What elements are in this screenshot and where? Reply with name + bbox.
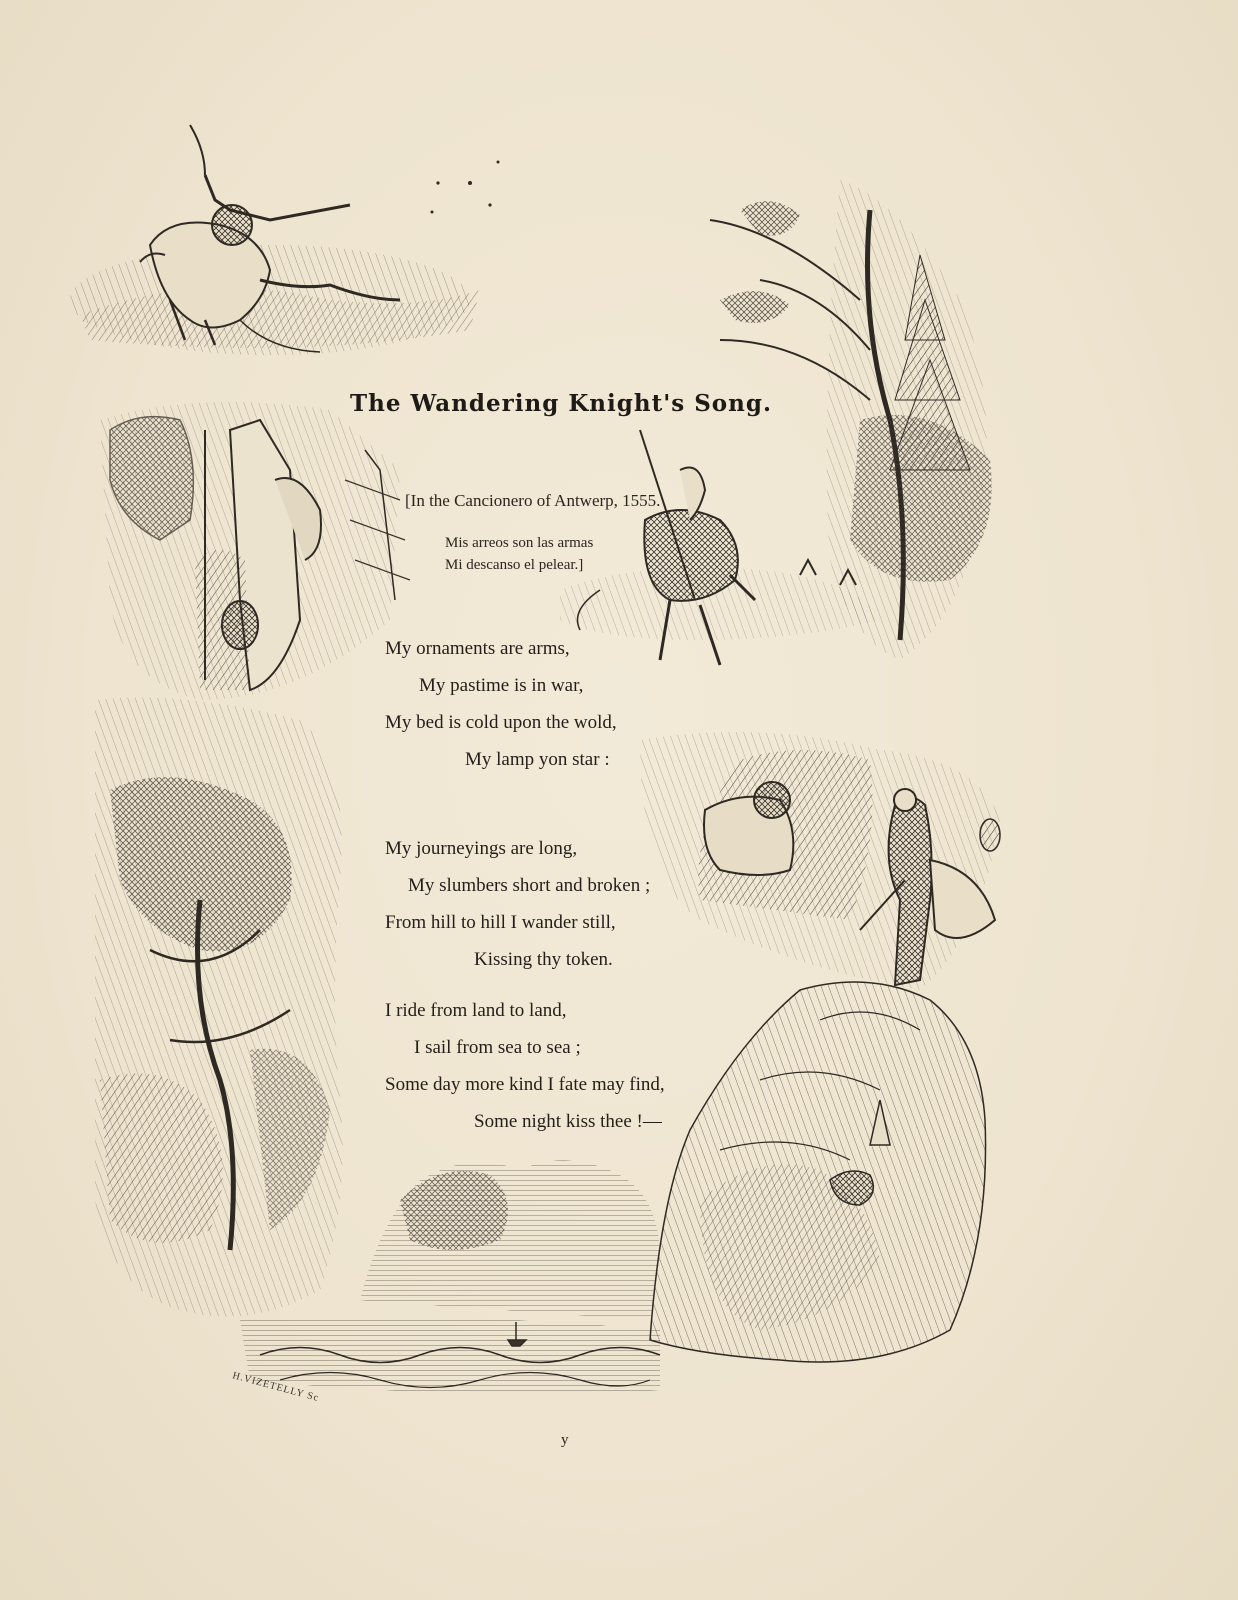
source-note: [In the Cancionero of Antwerp, 1555.	[405, 491, 661, 510]
verse-line: My pastime is in war,	[419, 675, 584, 696]
verse-line: Some night kiss thee !—	[474, 1111, 662, 1132]
forest-left-vignette	[95, 698, 343, 1317]
verse-line: Some day more kind I fate may find,	[385, 1074, 665, 1095]
verse-line: My bed is cold upon the wold,	[385, 712, 617, 733]
verse-line: My slumbers short and broken ;	[408, 875, 651, 896]
fallen-knight-vignette	[70, 125, 500, 355]
verse-line: My journeyings are long,	[385, 838, 578, 859]
page-signature-letter: y	[561, 1432, 569, 1448]
verse-line: I ride from land to land,	[385, 1000, 567, 1021]
epigraph-line: Mi descanso el pelear.]	[445, 557, 584, 573]
knight-with-horse-vignette	[100, 402, 410, 700]
engraver-signature: H.VIZETELLY Sc	[231, 1370, 321, 1405]
verse-line: Kissing thy token.	[474, 949, 613, 970]
rocky-cliff-vignette	[650, 982, 986, 1362]
verse-line: From hill to hill I wander still,	[385, 912, 616, 933]
resting-knight-vignette	[640, 732, 1000, 990]
poem-title: The Wandering Knight's Song.	[350, 390, 772, 417]
verse-line: My lamp yon star :	[465, 749, 610, 770]
epigraph	[445, 532, 593, 576]
verse-line: I sail from sea to sea ;	[414, 1037, 581, 1058]
epigraph-line: Mis arreos son las armas	[445, 535, 594, 551]
verse-line: My ornaments are arms,	[385, 638, 570, 659]
